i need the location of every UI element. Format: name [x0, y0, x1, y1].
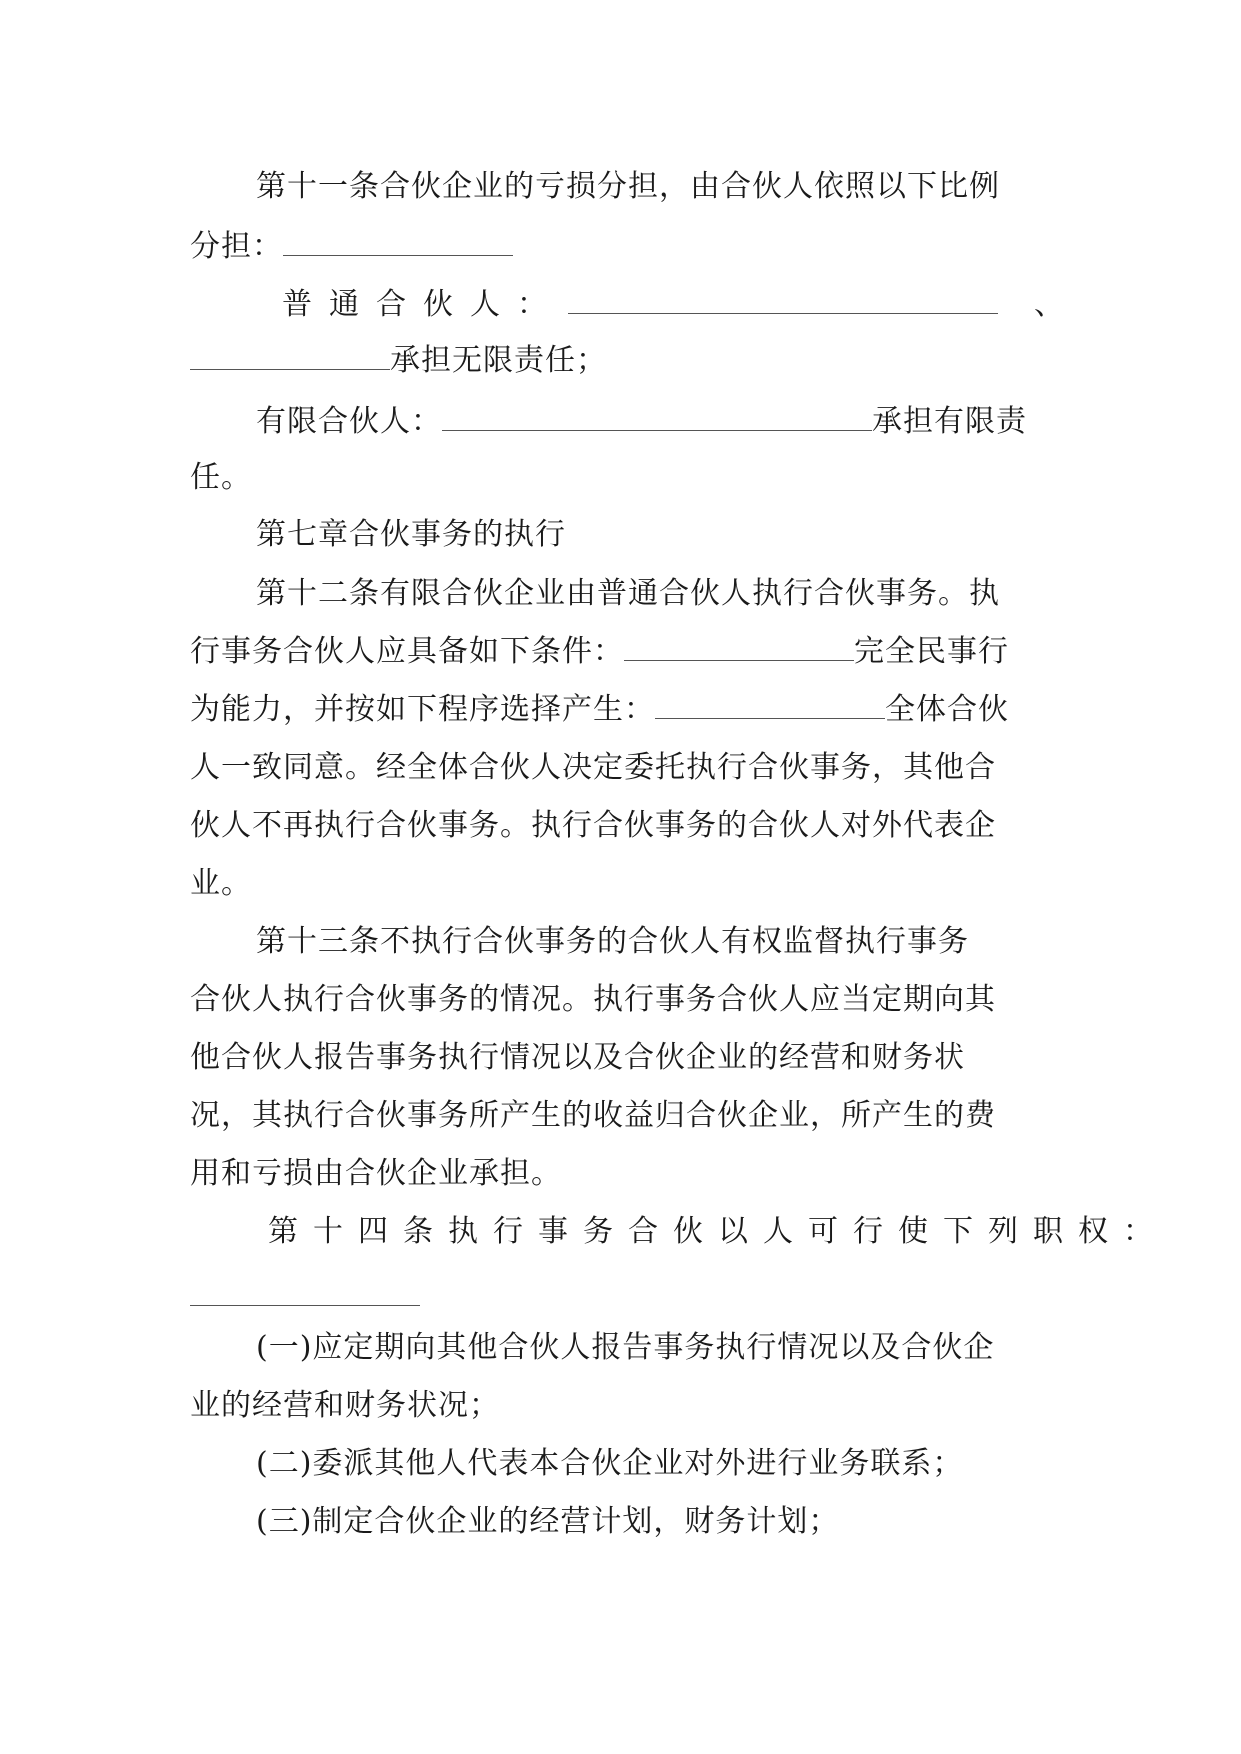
general-partner-liability: 承担无限责任； [390, 343, 607, 378]
limited-partner-label: 有限合伙人： [256, 404, 442, 439]
general-partner-blank-2 [190, 341, 390, 370]
article-13-line-1: 第十三条不执行合伙事务的合伙人有权监督执行事务 [256, 924, 969, 959]
article-12-line-2b: 完全民事行 [854, 634, 1009, 669]
item-1-line-2: 业的经营和财务状况； [190, 1388, 500, 1423]
article-12-line-5: 伙人不再执行合伙事务。执行合伙事务的合伙人对外代表企 [190, 808, 996, 843]
chapter-heading: 第七章合伙事务的执行 [256, 517, 566, 552]
general-partner-tail: 、 [1034, 287, 1065, 322]
article-14-line-1: 第十四条执行事务合伙以人可行使下列职权： [268, 1214, 1168, 1249]
item-2: (二)委派其他人代表本合伙企业对外进行业务联系； [256, 1446, 964, 1481]
article-12-line-6: 业。 [190, 866, 252, 901]
item-1-line-1: (一)应定期向其他合伙人报告事务执行情况以及合伙企 [256, 1330, 995, 1365]
ratio-blank [283, 227, 513, 256]
general-partner-line [282, 285, 1065, 325]
article-12-line-3 [190, 690, 1050, 730]
limited-partner-tail: 承担有限责 [872, 404, 1027, 439]
general-partner-line-2 [190, 341, 1050, 381]
article-11-line-1: 第十一条合伙企业的亏损分担，由合伙人依照以下比例 [256, 169, 1000, 204]
article-12-line-3a: 为能力，并按如下程序选择产生： [190, 692, 655, 727]
general-partner-label: 普通合伙人： [282, 287, 564, 322]
limited-partner-blank [442, 402, 872, 431]
article-12-line-2a: 行事务合伙人应具备如下条件： [190, 634, 624, 669]
limited-partner-line-2: 任。 [190, 460, 252, 495]
powers-blank [190, 1305, 420, 1306]
conditions-blank [624, 632, 854, 661]
article-11-line-2-text: 分担： [190, 229, 283, 264]
article-12-line-3b: 全体合伙 [885, 692, 1009, 727]
article-12-line-4: 人一致同意。经全体合伙人决定委托执行合伙事务，其他合 [190, 750, 996, 785]
limited-partner-line [256, 402, 1116, 442]
article-13-line-4: 况，其执行合伙事务所产生的收益归合伙企业，所产生的费 [190, 1098, 996, 1133]
procedure-blank [655, 690, 885, 719]
article-13-line-2: 合伙人执行合伙事务的情况。执行事务合伙人应当定期向其 [190, 982, 996, 1017]
article-12-line-1: 第十二条有限合伙企业由普通合伙人执行合伙事务。执 [256, 576, 1000, 611]
item-3: (三)制定合伙企业的经营计划，财务计划； [256, 1504, 840, 1539]
article-11-line-2 [190, 227, 1050, 267]
article-12-line-2 [190, 632, 1050, 672]
article-13-line-3: 他合伙人报告事务执行情况以及合伙企业的经营和财务状 [190, 1040, 965, 1075]
general-partner-blank [568, 285, 998, 314]
article-13-line-5: 用和亏损由合伙企业承担。 [190, 1156, 562, 1191]
